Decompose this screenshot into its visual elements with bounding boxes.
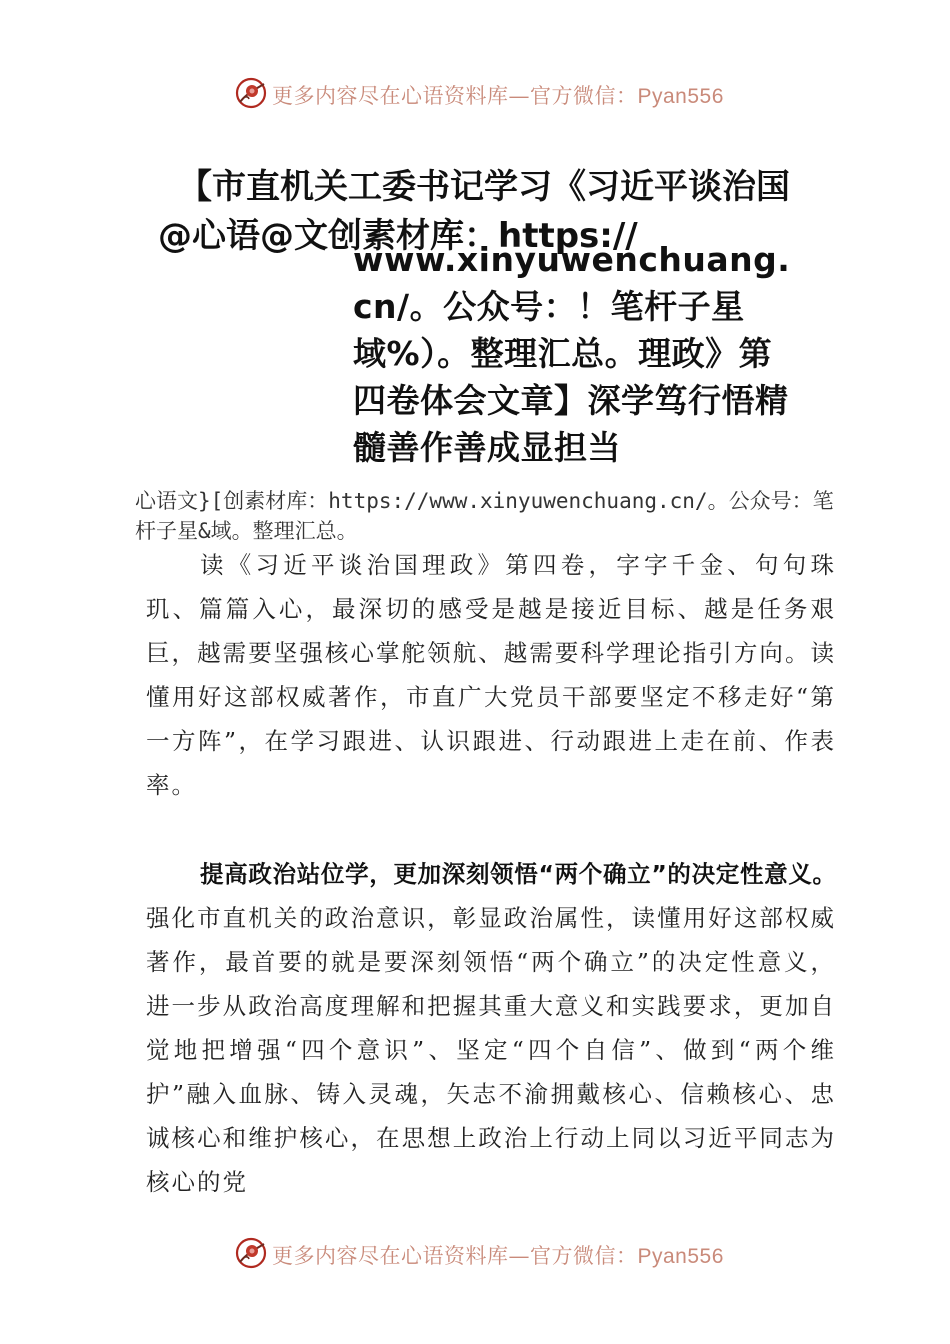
flower-logo-icon [234,76,268,110]
paragraph-lead: 提高政治站位学，更加深刻领悟“两个确立”的决定性意义。 [200,860,836,888]
paragraph-political-stance [146,852,836,1204]
source-note: 心语文}[创素材库：https://www.xinyuwenchuang.cn/。公众号：笔杆子星&域。整理汇总。 [135,489,834,543]
banner-label: 更多内容尽在心语资料库—官方微信： [272,1244,638,1268]
paragraph-intro: 读《习近平谈治国理政》第四卷，字字千金、句句珠玑、篇篇入心，最深切的感受是越是接近目标、越是任务艰巨，越需要坚强核心掌舵领航、越需要科学理论指引方向。读懂用好这部权威著作，市直广大党员干部要坚定不移走好“第一方阵”，在学习跟进、认识跟进、行动跟进上走在前、作表率。 [146,551,836,799]
footer-banner [0,1234,950,1274]
title-line-2: @心语@文创素材库：https:// [158,216,638,256]
flower-logo-icon [234,1236,268,1270]
banner-label: 更多内容尽在心语资料库—官方微信： [272,84,638,108]
paragraph-body: 强化市直机关的政治意识，彰显政治属性，读懂用好这部权威著作，最首要的就是要深刻领悟“两个确立”的决定性意义，进一步从政治高度理解和把握其重大意义和实践要求，更加自觉地把增强“四个意识”、坚定“四个自信”、做到“两个维护”融入血脉、铸入灵魂，矢志不渝拥戴核心、信赖核心、忠诚核心和维护核心，在思想上政治上行动上同以习近平同志为核心的党 [146,904,836,1196]
banner-text [272,1240,724,1270]
header-banner [0,74,950,114]
banner-text [272,80,724,110]
wechat-id: Pyan556 [637,85,724,108]
title-continuation: www.xinyuwenchuang.cn/。公众号：！笔杆子星域%）。整理汇总。理政》第四卷体会文章】深学笃行悟精髓善作善成显担当 [353,240,791,467]
title-line-1: 【市直机关工委书记学习《习近平谈治国 [178,167,790,207]
wechat-id: Pyan556 [637,1245,724,1268]
